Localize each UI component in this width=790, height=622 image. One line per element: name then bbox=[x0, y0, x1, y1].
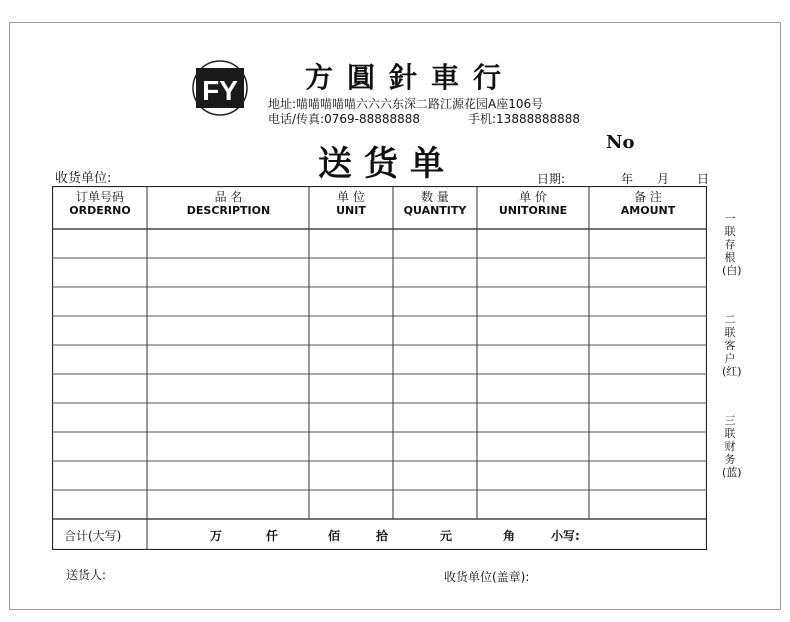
sender-label: 送货人: bbox=[66, 568, 107, 582]
col-header-orderno bbox=[52, 190, 148, 218]
logo-text: FY bbox=[202, 75, 238, 106]
amount-lowercase-label: 小写: bbox=[551, 529, 580, 543]
company-name: 方圓針車行 bbox=[305, 61, 516, 94]
col-header-quantity-en: QUANTITY bbox=[403, 204, 467, 217]
company-mobile: 手机:13888888888 bbox=[468, 112, 581, 126]
col-header-description-zh: 品 名 bbox=[214, 190, 243, 204]
col-header-description-en: DESCRIPTION bbox=[186, 204, 271, 217]
col-header-quantity bbox=[393, 190, 477, 218]
company-logo bbox=[192, 60, 248, 116]
amount-unit-yuan: 元 bbox=[440, 529, 453, 543]
amount-unit-bai: 佰 bbox=[328, 529, 341, 543]
col-header-unit-price-en: UNITORINE bbox=[498, 204, 568, 217]
col-header-quantity-zh: 数 量 bbox=[421, 190, 449, 204]
col-header-unit-price-zh: 单 价 bbox=[519, 190, 547, 204]
copy-label-stub: 一联存根(白) bbox=[722, 212, 742, 277]
amount-unit-qian: 仟 bbox=[266, 529, 279, 543]
amount-unit-wan: 万 bbox=[210, 529, 223, 543]
col-header-orderno-zh: 订单号码 bbox=[75, 190, 124, 204]
date-month-label: 月 bbox=[657, 172, 670, 186]
company-address: 地址:喵喵喵喵喵六六六东深二路江源花园A座106号 bbox=[268, 97, 544, 111]
receiver-stamp-label: 收货单位(盖章): bbox=[444, 570, 530, 584]
amount-unit-jiao: 角 bbox=[503, 529, 516, 543]
col-header-amount-zh: 备 注 bbox=[634, 190, 662, 204]
copy-label-customer: 二联客户(红) bbox=[722, 313, 742, 378]
col-header-unit-zh: 单 位 bbox=[337, 190, 365, 204]
receiver-label: 收货单位: bbox=[55, 171, 112, 186]
date-year-label: 年 bbox=[621, 172, 634, 186]
date-day-label: 日 bbox=[697, 172, 710, 186]
date-label: 日期: bbox=[537, 172, 566, 186]
col-header-unit-en: UNIT bbox=[336, 204, 366, 217]
col-header-amount bbox=[589, 190, 707, 218]
delivery-table-grid bbox=[52, 186, 707, 550]
amount-unit-shi: 拾 bbox=[376, 529, 389, 543]
col-header-description bbox=[148, 190, 309, 218]
company-tel-fax: 电话/传真:0769-88888888 bbox=[268, 112, 421, 126]
col-header-unit bbox=[309, 190, 393, 218]
col-header-amount-en: AMOUNT bbox=[620, 204, 676, 217]
copy-label-finance: 三联财务(蓝) bbox=[722, 414, 742, 479]
total-uppercase-label: 合计(大写) bbox=[64, 529, 122, 543]
col-header-orderno-en: ORDERNO bbox=[69, 204, 131, 217]
document-number-mark: No bbox=[606, 132, 635, 153]
document-title: 送货单 bbox=[318, 144, 456, 184]
col-header-unit-price bbox=[477, 190, 589, 218]
